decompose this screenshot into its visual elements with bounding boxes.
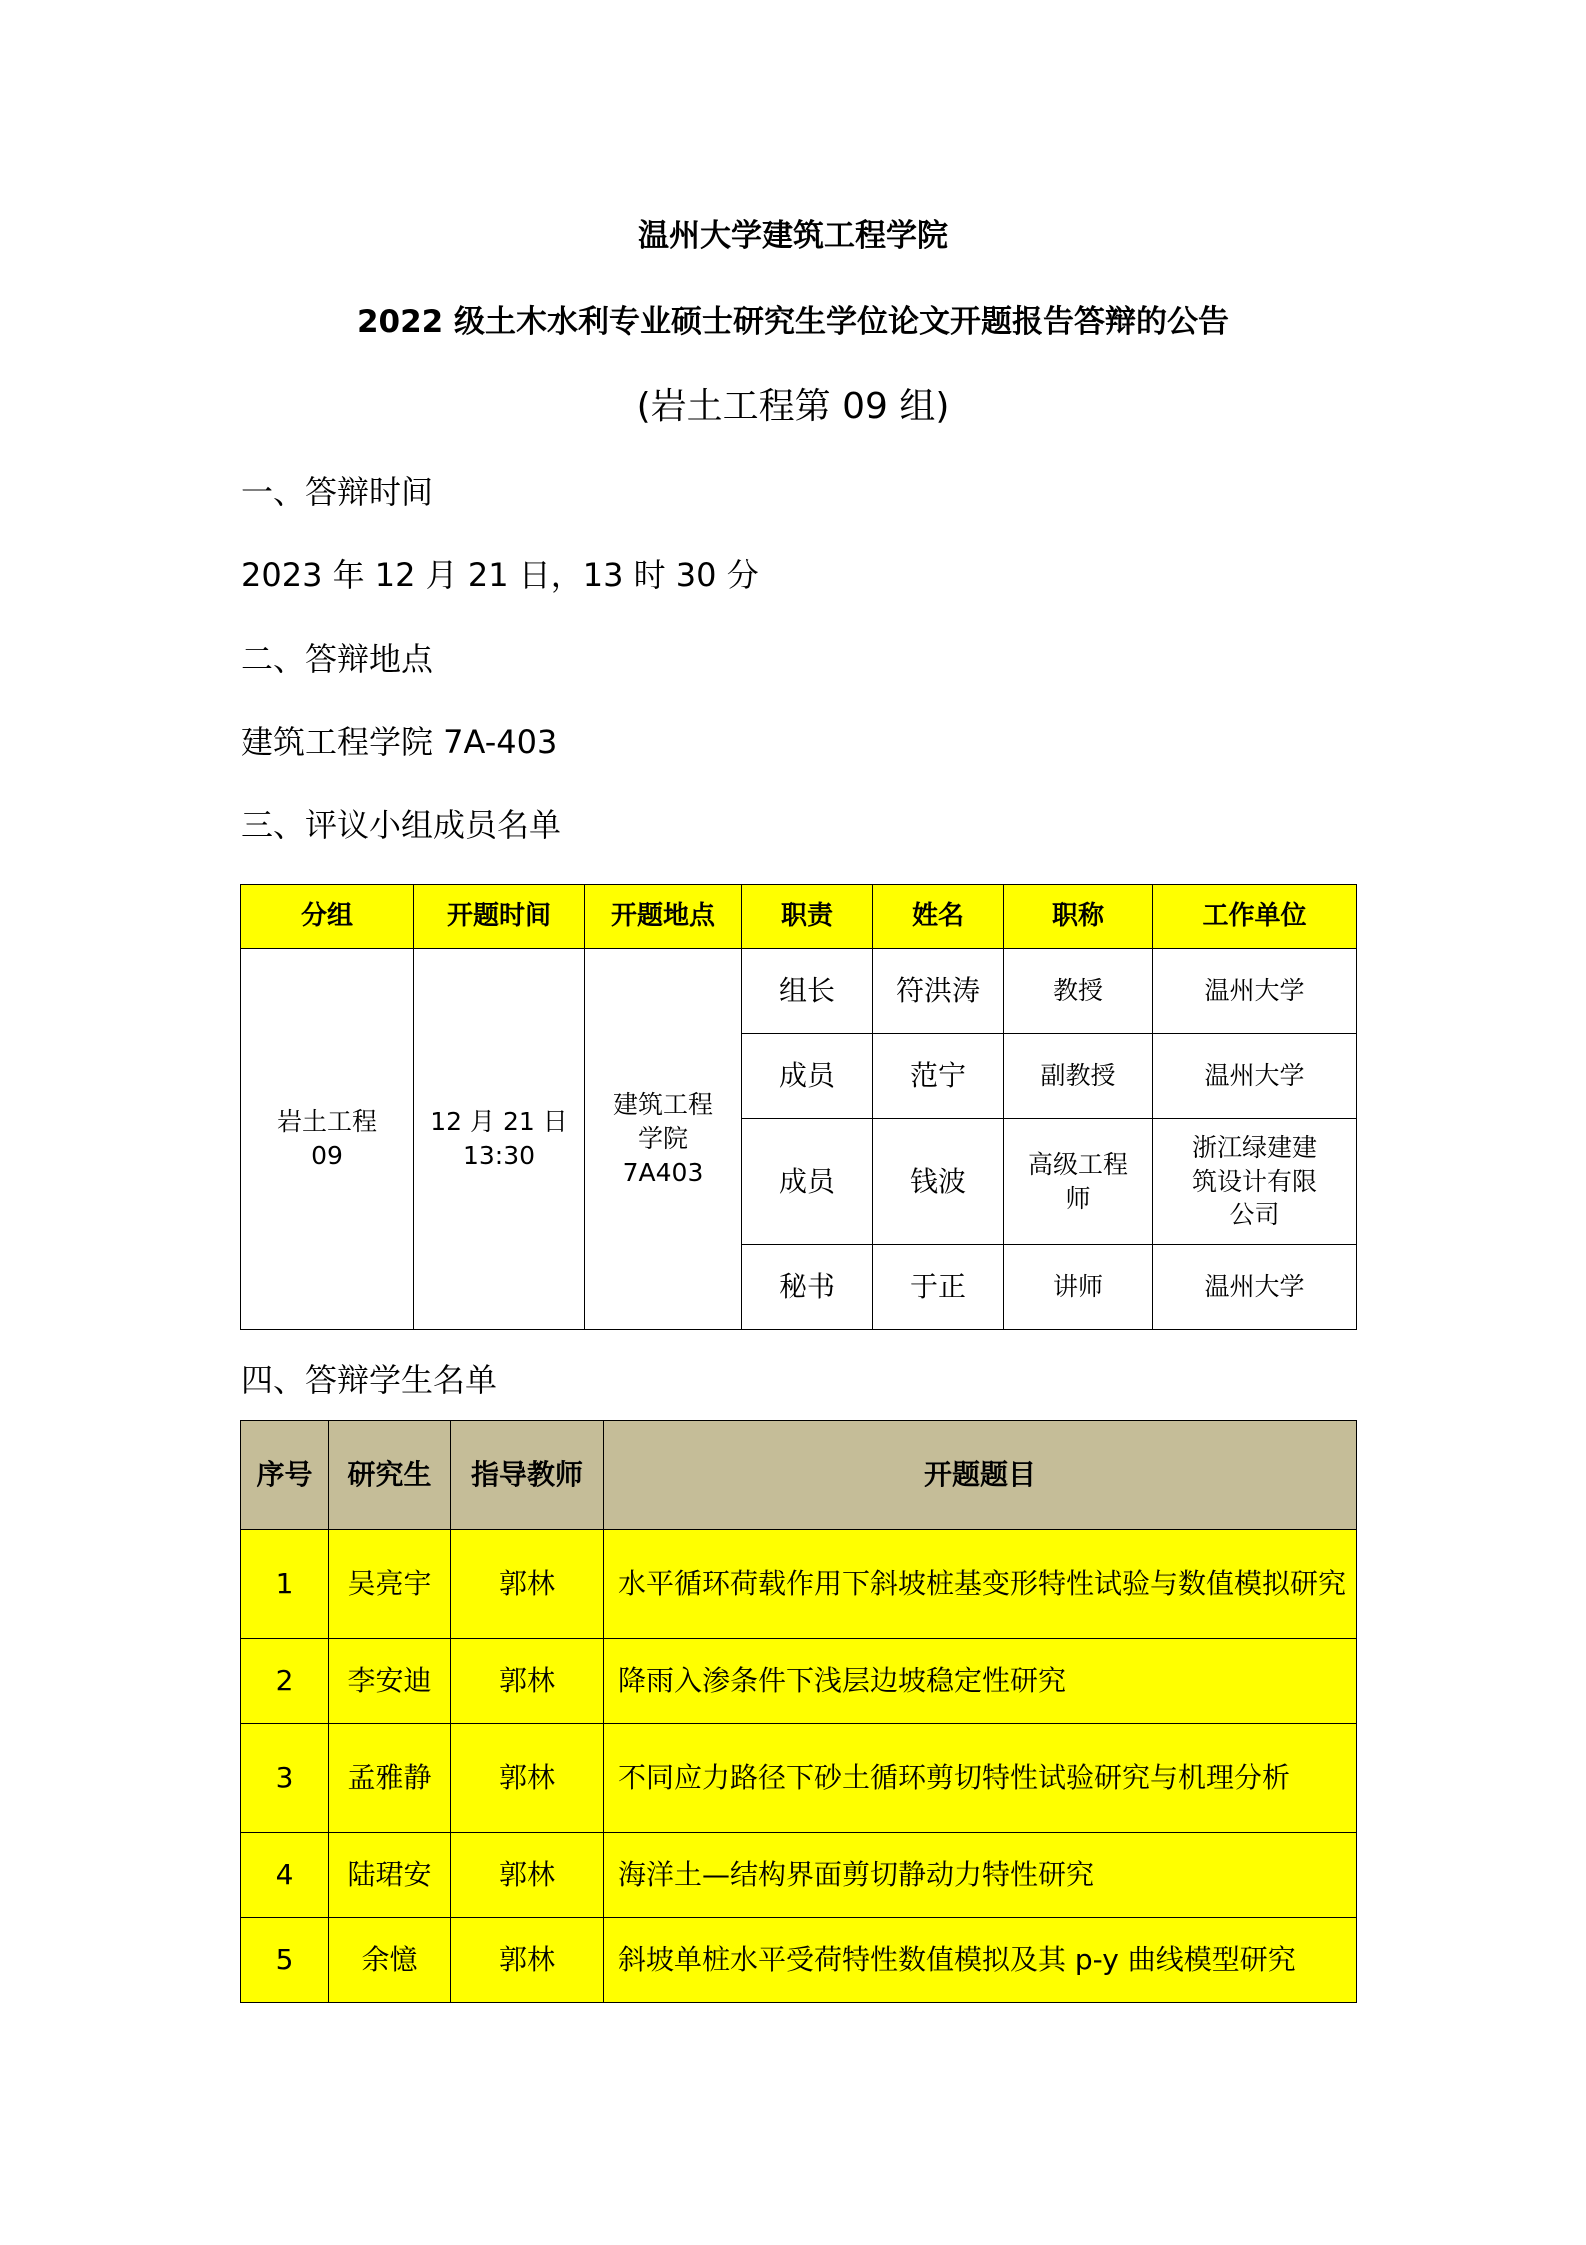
advisor-name: 郭林 — [451, 1724, 604, 1833]
thesis-topic: 斜坡单桩水平受荷特性数值模拟及其 p-y 曲线模型研究 — [604, 1918, 1357, 2003]
unit-line: 筑设计有限 — [1191, 1166, 1317, 1196]
group-name: 岩土工程 — [276, 1107, 377, 1137]
committee-header-cell: 姓名 — [873, 885, 1004, 949]
student-name: 李安迪 — [329, 1639, 451, 1724]
student-name: 孟雅静 — [329, 1724, 451, 1833]
member-name: 符洪涛 — [873, 949, 1004, 1034]
group-subtitle: (岩土工程第 09 组) — [636, 386, 950, 427]
group-number: 09 — [311, 1141, 343, 1170]
time-value: 2023 年 12 月 21 日，13 时 30 分 — [241, 556, 759, 594]
member-unit — [1153, 1119, 1357, 1245]
student-name: 余憶 — [329, 1918, 451, 2003]
member-name: 钱波 — [873, 1119, 1004, 1245]
committee-heading: 三、评议小组成员名单 — [241, 806, 562, 844]
unit-line: 浙江绿建建 — [1191, 1132, 1317, 1162]
unit-line: 公司 — [1229, 1200, 1280, 1230]
member-name: 范宁 — [873, 1034, 1004, 1119]
thesis-topic: 降雨入渗条件下浅层边坡稳定性研究 — [604, 1639, 1357, 1724]
committee-table — [240, 884, 1357, 1330]
advisor-name: 郭林 — [451, 1833, 604, 1918]
student-number: 5 — [241, 1918, 329, 2003]
thesis-topic: 不同应力路径下砂土循环剪切特性试验研究与机理分析 — [604, 1724, 1357, 1833]
page-title: 温州大学建筑工程学院 — [638, 218, 948, 254]
thesis-topic: 海洋土—结构界面剪切静动力特性研究 — [604, 1833, 1357, 1918]
member-unit: 温州大学 — [1153, 1245, 1357, 1330]
time-heading: 一、答辩时间 — [241, 473, 434, 511]
place-heading: 二、答辩地点 — [241, 640, 434, 678]
student-name: 陆珺安 — [329, 1833, 451, 1918]
time-cell — [414, 949, 585, 1330]
member-title — [1004, 1119, 1153, 1245]
committee-header-cell: 开题地点 — [585, 885, 742, 949]
advisor-name: 郭林 — [451, 1530, 604, 1639]
student-name: 吴亮宇 — [329, 1530, 451, 1639]
advisor-name: 郭林 — [451, 1639, 604, 1724]
table-row — [241, 1724, 1357, 1833]
committee-header-cell: 职称 — [1004, 885, 1153, 949]
advisor-name: 郭林 — [451, 1918, 604, 2003]
student-number: 4 — [241, 1833, 329, 1918]
member-role: 秘书 — [742, 1245, 873, 1330]
student-number: 2 — [241, 1639, 329, 1724]
table-row — [241, 1833, 1357, 1918]
place-cell — [585, 949, 742, 1330]
student-number: 1 — [241, 1530, 329, 1639]
title-line: 高级工程 — [1027, 1149, 1128, 1179]
member-title: 副教授 — [1004, 1034, 1153, 1119]
member-name: 于正 — [873, 1245, 1004, 1330]
students-header-cell: 序号 — [241, 1421, 329, 1530]
thesis-topic: 水平循环荷载作用下斜坡桩基变形特性试验与数值模拟研究 — [604, 1530, 1357, 1639]
committee-header-cell: 工作单位 — [1153, 885, 1357, 949]
member-title: 教授 — [1004, 949, 1153, 1034]
place-line: 7A403 — [622, 1157, 704, 1187]
member-title: 讲师 — [1004, 1245, 1153, 1330]
committee-header-cell: 分组 — [241, 885, 414, 949]
place-line: 建筑工程 — [612, 1090, 713, 1120]
table-row — [241, 1639, 1357, 1724]
member-unit: 温州大学 — [1153, 1034, 1357, 1119]
student-number: 3 — [241, 1724, 329, 1833]
students-heading: 四、答辩学生名单 — [241, 1361, 498, 1399]
member-role: 成员 — [742, 1034, 873, 1119]
students-table — [240, 1420, 1357, 2003]
title-line: 师 — [1065, 1183, 1091, 1213]
students-header-row — [241, 1421, 1357, 1530]
place-value: 建筑工程学院 7A-403 — [241, 723, 558, 761]
students-header-cell: 研究生 — [329, 1421, 451, 1530]
member-unit: 温州大学 — [1153, 949, 1357, 1034]
table-row — [241, 1918, 1357, 2003]
students-header-cell: 开题题目 — [604, 1421, 1357, 1530]
time-date: 12 月 21 日 — [430, 1107, 568, 1137]
table-row — [241, 1530, 1357, 1639]
group-cell — [241, 949, 414, 1330]
committee-header-cell: 职责 — [742, 885, 873, 949]
committee-header-cell: 开题时间 — [414, 885, 585, 949]
students-header-cell: 指导教师 — [451, 1421, 604, 1530]
member-role: 成员 — [742, 1119, 873, 1245]
place-line: 学院 — [637, 1124, 688, 1154]
member-role: 组长 — [742, 949, 873, 1034]
committee-header-row — [241, 885, 1357, 949]
committee-row — [241, 949, 1357, 1034]
time-clock: 13:30 — [462, 1141, 536, 1170]
announcement-title: 2022 级土木水利专业硕士研究生学位论文开题报告答辩的公告 — [356, 304, 1230, 340]
